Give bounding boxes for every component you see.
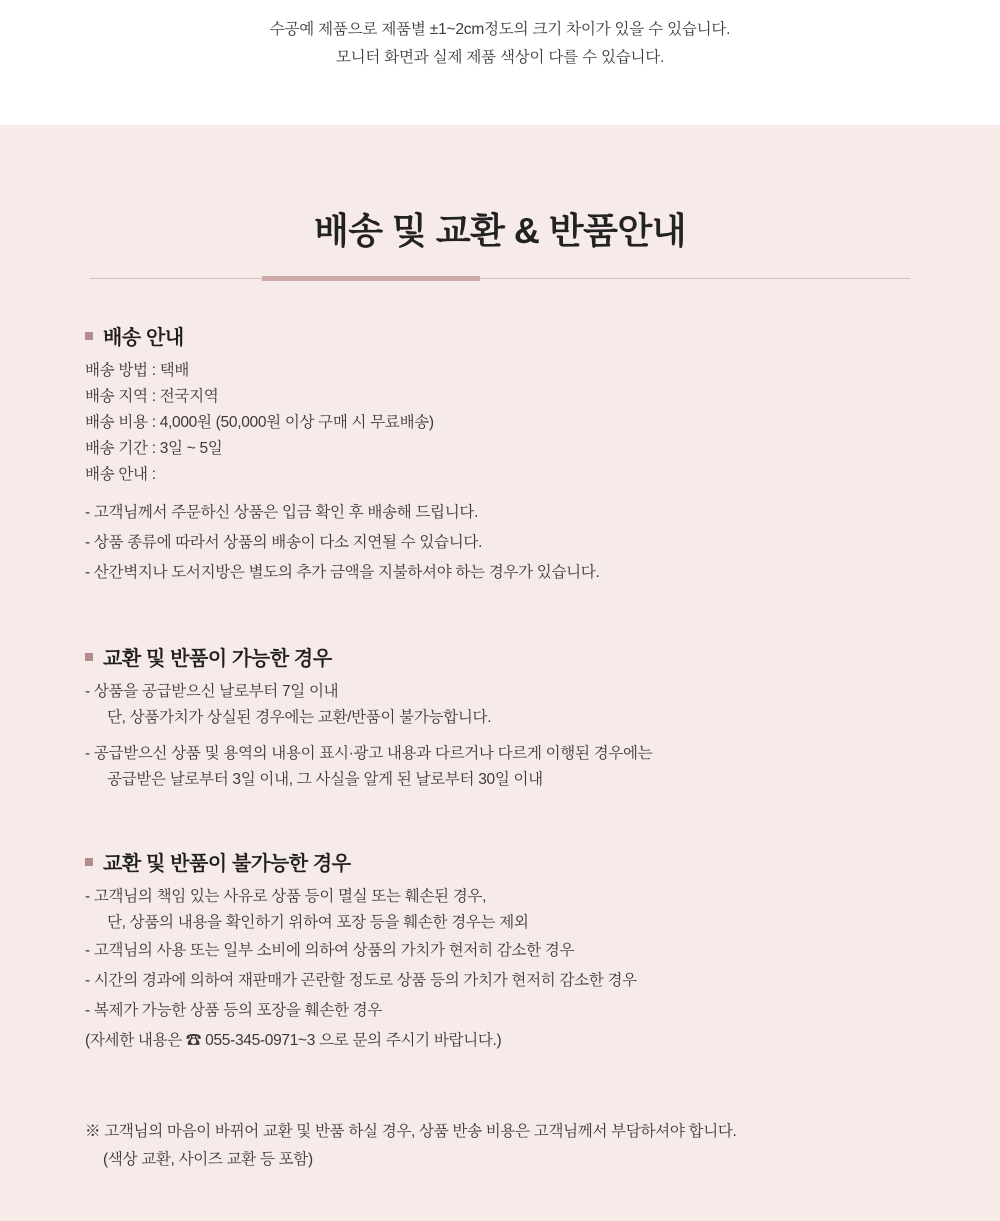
section-shipping-heading-label: 배송 안내 [103, 327, 184, 349]
divider-accent-bar [262, 276, 480, 281]
spacer [85, 616, 1000, 642]
section-exchange-denied-heading [85, 847, 1000, 876]
exchange-denied-item-1-main: - 고객님의 책임 있는 사유로 상품 등이 멸실 또는 훼손된 경우, [85, 888, 487, 905]
title-divider [90, 276, 910, 281]
section-exchange-allowed-heading-label: 교환 및 반품이 가능한 경우 [103, 648, 332, 670]
shipping-method-row: 배송 방법 : 택배 [85, 362, 190, 379]
exchange-denied-item-1-sub: 단, 상품의 내용을 확인하기 위하여 포장 등을 훼손한 경우는 제외 [107, 914, 529, 931]
shipping-period-row: 배송 기간 : 3일 ~ 5일 [85, 440, 223, 457]
top-notice [0, 0, 1000, 125]
panel-content [0, 281, 1000, 1174]
section-exchange-allowed [85, 642, 1000, 793]
exchange-allowed-item-1-sub: 단, 상품가치가 상실된 경우에는 교환/반품이 불가능합니다. [107, 709, 492, 726]
footer-note [85, 1118, 1000, 1174]
section-shipping-heading [85, 321, 1000, 350]
exchange-denied-item-3-main: - 시간의 경과에 의하여 재판매가 곤란할 정도로 상품 등의 가치가 현저히 감소한 경우 [85, 972, 637, 989]
section-exchange-denied [85, 847, 1000, 1056]
exchange-denied-item-2-main: - 고객님의 사용 또는 일부 소비에 의하여 상품의 가치가 현저히 감소한 경우 [85, 942, 575, 959]
spacer [85, 731, 1000, 741]
top-notice-line-1: 수공예 제품으로 제품별 ±1~2cm정도의 크기 차이가 있을 수 있습니다. [269, 21, 731, 38]
shipping-area-row: 배송 지역 : 전국지역 [85, 388, 219, 405]
section-exchange-denied-heading-label: 교환 및 반품이 불가능한 경우 [103, 853, 351, 875]
spacer [85, 821, 1000, 847]
shipping-note-1: - 고객님께서 주문하신 상품은 입금 확인 후 배송해 드립니다. [85, 504, 479, 521]
exchange-denied-item-4-main: - 복제가 가능한 상품 등의 포장을 훼손한 경우 [85, 1002, 383, 1019]
section-shipping [85, 321, 1000, 588]
shipping-note-3: - 산간벽지나 도서지방은 별도의 추가 금액을 지불하셔야 하는 경우가 있습니다. [85, 564, 600, 581]
footer-note-line-2: (색상 교환, 사이즈 교환 등 포함) [103, 1151, 313, 1168]
exchange-allowed-item-2-main: - 공급받으신 상품 및 용역의 내용이 표시·광고 내용과 다르거나 다르게 이행된 경우에는 [85, 745, 653, 762]
spacer [85, 1084, 1000, 1118]
square-bullet-icon [85, 858, 93, 866]
square-bullet-icon [85, 332, 93, 340]
divider-thin-line [90, 278, 910, 279]
page-title: 배송 및 교환 & 반품안내 [314, 210, 686, 251]
top-notice-line-2: 모니터 화면과 실제 제품 색상이 다를 수 있습니다. [335, 49, 665, 66]
shipping-cost-row: 배송 비용 : 4,000원 (50,000원 이상 구매 시 무료배송) [85, 414, 434, 431]
shipping-guide-row: 배송 안내 : [85, 466, 156, 483]
spacer [85, 488, 1000, 498]
contact-inquiry-row: (자세한 내용은 ☎ 055-345-0971~3 으로 문의 주시기 바랍니다.) [85, 1032, 502, 1049]
square-bullet-icon [85, 653, 93, 661]
shipping-note-2: - 상품 종류에 따라서 상품의 배송이 다소 지연될 수 있습니다. [85, 534, 483, 551]
footer-note-line-1: ※ 고객님의 마음이 바뀌어 교환 및 반품 하실 경우, 상품 반송 비용은 고객님께서 부담하셔야 합니다. [85, 1123, 737, 1140]
exchange-allowed-item-1-main: - 상품을 공급받으신 날로부터 7일 이내 [85, 683, 339, 700]
section-exchange-allowed-heading [85, 642, 1000, 671]
exchange-allowed-item-2-sub: 공급받은 날로부터 3일 이내, 그 사실을 알게 된 날로부터 30일 이내 [107, 771, 543, 788]
shipping-returns-panel [0, 125, 1000, 1221]
